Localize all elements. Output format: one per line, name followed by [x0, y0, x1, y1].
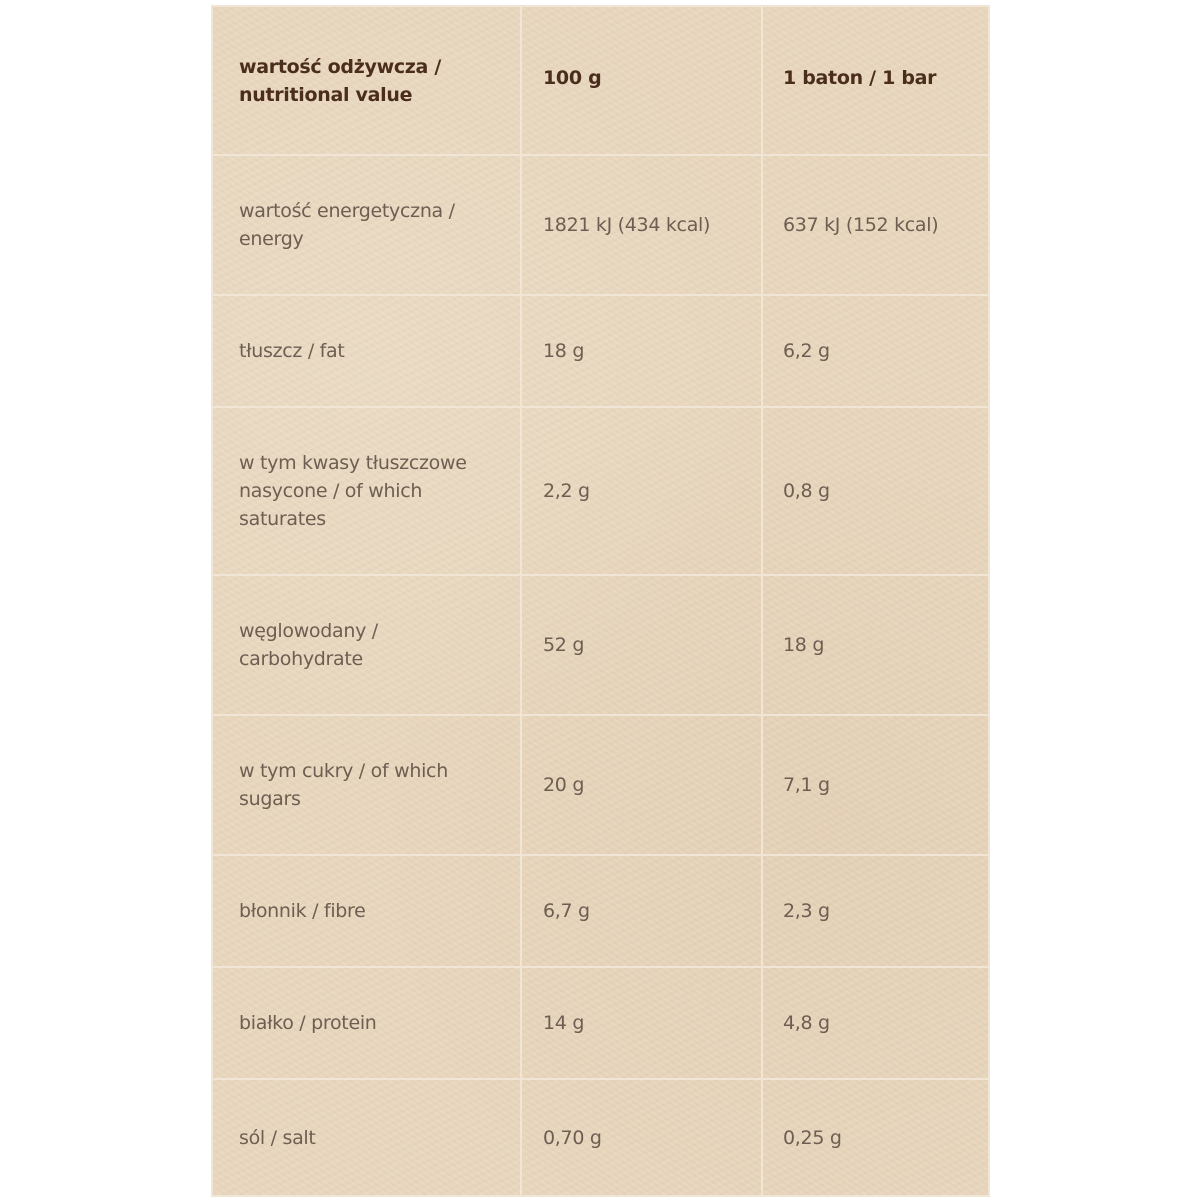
value-per-100g: 0,70 g	[521, 1079, 762, 1196]
value-per-bar: 6,2 g	[762, 295, 989, 407]
table-row	[212, 1079, 989, 1196]
row-label: błonnik / fibre	[212, 855, 521, 967]
table-row	[212, 407, 989, 575]
table-row	[212, 855, 989, 967]
nutrition-table	[211, 5, 990, 1197]
table-row	[212, 295, 989, 407]
value-per-100g: 1821 kJ (434 kcal)	[521, 155, 762, 295]
row-label: białko / protein	[212, 967, 521, 1079]
value-per-bar: 4,8 g	[762, 967, 989, 1079]
header-per-bar: 1 baton / 1 bar	[762, 6, 989, 155]
row-label: tłuszcz / fat	[212, 295, 521, 407]
row-label: sól / salt	[212, 1079, 521, 1196]
value-per-bar: 0,25 g	[762, 1079, 989, 1196]
value-per-bar: 18 g	[762, 575, 989, 715]
value-per-100g: 18 g	[521, 295, 762, 407]
value-per-100g: 6,7 g	[521, 855, 762, 967]
header-per-100g: 100 g	[521, 6, 762, 155]
table-row	[212, 155, 989, 295]
value-per-100g: 14 g	[521, 967, 762, 1079]
header-nutritional-value: wartość odżywcza / nutritional value	[212, 6, 521, 155]
nutrition-table-container	[211, 5, 988, 1195]
table-row	[212, 575, 989, 715]
value-per-100g: 2,2 g	[521, 407, 762, 575]
row-label: węglowodany / carbohydrate	[212, 575, 521, 715]
value-per-bar: 637 kJ (152 kcal)	[762, 155, 989, 295]
table-row	[212, 715, 989, 855]
value-per-100g: 52 g	[521, 575, 762, 715]
table-row	[212, 967, 989, 1079]
row-label: wartość energetyczna / energy	[212, 155, 521, 295]
value-per-bar: 7,1 g	[762, 715, 989, 855]
row-label: w tym kwasy tłuszczowe nasycone / of which saturates	[212, 407, 521, 575]
value-per-bar: 0,8 g	[762, 407, 989, 575]
row-label: w tym cukry / of which sugars	[212, 715, 521, 855]
value-per-100g: 20 g	[521, 715, 762, 855]
table-header-row	[212, 6, 989, 155]
value-per-bar: 2,3 g	[762, 855, 989, 967]
